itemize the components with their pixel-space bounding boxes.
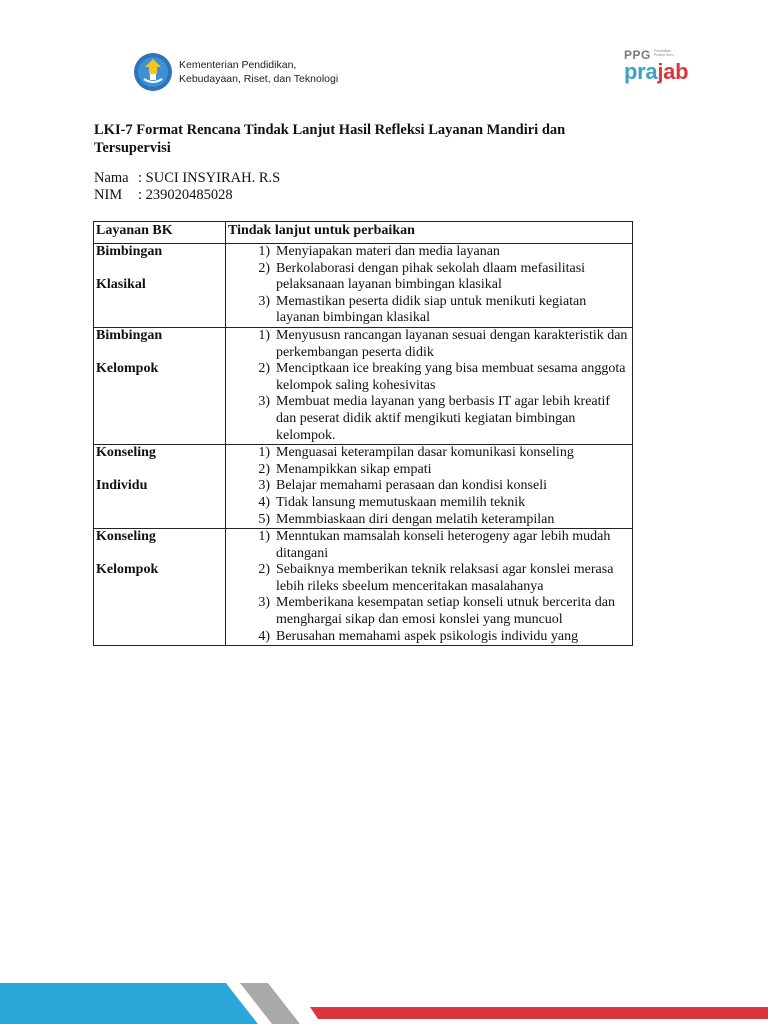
service-name-line-2: Klasikal (96, 277, 146, 293)
nim-value: : 239020485028 (138, 187, 233, 203)
follow-up-list (228, 529, 630, 645)
list-item (228, 529, 630, 562)
document-title: LKI-7 Format Rencana Tindak Lanjut Hasil Refleksi Layanan Mandiri dan Tersupervisi (94, 122, 566, 156)
list-item (228, 478, 630, 495)
ppg-mark: PPG (624, 48, 651, 62)
follow-up-cell (226, 529, 633, 646)
list-item-text: Menampikkan sikap empati (276, 461, 432, 477)
name-row (94, 170, 280, 187)
nim-row (94, 187, 280, 204)
list-item-number: 2) (258, 461, 270, 477)
list-item (228, 328, 630, 361)
footer-decoration (0, 983, 768, 1024)
follow-up-list (228, 328, 630, 444)
service-cell (94, 529, 226, 646)
list-item-number: 2) (258, 562, 270, 578)
list-item-text: Memastikan peserta didik siap untuk menikuti kegiatan layanan bimbingan klasikal (276, 293, 587, 326)
list-item (228, 294, 630, 327)
list-item-text: Menguasai keterampilan dasar komunikasi konseling (276, 445, 574, 461)
prajab-part-b: jab (657, 59, 689, 84)
list-item-text: Menyususn rancangan layanan sesuai dengan karakteristik dan perkembangan peserta didik (276, 327, 628, 360)
prajab-wordmark (624, 59, 689, 84)
service-name-line-2: Kelompok (96, 361, 159, 377)
list-item (228, 445, 630, 462)
ppg-prajab-logo (624, 48, 688, 82)
follow-up-cell (226, 327, 633, 444)
list-item-number: 1) (258, 445, 270, 461)
service-cell (94, 445, 226, 529)
list-item (228, 629, 630, 646)
name-value: : SUCI INSYIRAH. R.S (138, 170, 281, 186)
list-item-number: 2) (258, 361, 270, 377)
table-row (94, 244, 633, 328)
list-item-text: Memberikana kesempatan setiap konseli utnuk bercerita dan menghargai sikap dan emosi konslei yang muncuol (276, 595, 615, 628)
list-item-number: 3) (258, 293, 270, 309)
identity-block (94, 170, 280, 204)
list-item (228, 261, 630, 294)
table-row (94, 445, 633, 529)
footer-blue-band (0, 983, 258, 1024)
list-item (228, 244, 630, 261)
list-item-text: Berusahan memahami aspek psikologis individu yang (276, 628, 579, 644)
list-item-number: 1) (258, 529, 270, 545)
table-row (94, 327, 633, 444)
nim-label: NIM (94, 187, 123, 203)
follow-up-plan-table (93, 221, 633, 646)
service-name-line-1: Konseling (96, 529, 156, 545)
service-name-line-1: Bimbingan (96, 244, 163, 259)
list-item-number: 1) (258, 244, 270, 259)
list-item-text: Menntukan mamsalah konseli heterogeny agar lebih mudah ditangani (276, 529, 611, 561)
ministry-line-1: Kementerian Pendidikan, (179, 59, 297, 71)
service-name-line-1: Konseling (96, 445, 156, 461)
list-item (228, 512, 630, 529)
service-name-line-2: Kelompok (96, 562, 159, 578)
list-item-number: 1) (258, 327, 270, 343)
ministry-logo (133, 52, 338, 92)
list-item-number: 3) (258, 478, 270, 494)
list-item-text: Berkolaborasi dengan pihak sekolah dlaam mefasilitasi pelaksanaan layanan bimbingan klasikal (276, 260, 586, 293)
header-follow-up: Tindak lanjut untuk perbaikan (226, 222, 633, 244)
service-cell (94, 244, 226, 328)
list-item (228, 495, 630, 512)
ministry-name (179, 58, 338, 86)
name-label: Nama (94, 170, 129, 186)
list-item (228, 394, 630, 444)
follow-up-list (228, 445, 630, 528)
list-item-text: Membuat media layanan yang berbasis IT agar lebih kreatif dan peserat didik aktif mengikuti kegiatan bimbingan kelompok. (276, 394, 611, 443)
ministry-line-2: Kebudayaan, Riset, dan Teknologi (179, 73, 339, 85)
footer-red-band (310, 1007, 768, 1019)
table-header-row (94, 222, 633, 244)
list-item-text: Menyiapakan materi dan media layanan (276, 244, 500, 259)
service-name-line-1: Bimbingan (96, 327, 163, 343)
list-item-number: 3) (258, 595, 270, 611)
follow-up-cell (226, 244, 633, 328)
service-name-line-2: Individu (96, 478, 148, 494)
list-item-number: 4) (258, 628, 270, 644)
list-item (228, 562, 630, 595)
list-item-text: Tidak lansung memutuskaan memilih teknik (276, 494, 526, 510)
list-item-number: 5) (258, 511, 270, 527)
service-cell (94, 327, 226, 444)
header-service: Layanan BK (94, 222, 226, 244)
list-item (228, 462, 630, 479)
follow-up-list (228, 244, 630, 327)
list-item-text: Sebaiknya memberikan teknik relaksasi agar konslei merasa lebih rileks sbeelum menceritakan masalahanya (276, 562, 614, 594)
list-item-number: 2) (258, 260, 270, 276)
list-item-number: 4) (258, 494, 270, 510)
list-item (228, 361, 630, 394)
list-item-number: 3) (258, 394, 270, 410)
ppg-tagline: Pendidikan Profesi Guru (653, 49, 674, 57)
list-item-text: Memmbiaskaan diri dengan melatih keterampilan (276, 511, 555, 527)
table-row (94, 529, 633, 646)
list-item-text: Belajar memahami perasaan dan kondisi konseli (276, 478, 547, 494)
prajab-part-a: pra (624, 59, 658, 84)
list-item-text: Menciptkaan ice breaking yang bisa membuat sesama anggota kelompok saling kohesivitas (276, 361, 626, 393)
list-item (228, 595, 630, 628)
follow-up-cell (226, 445, 633, 529)
tut-wuri-handayani-emblem-icon (133, 52, 173, 92)
